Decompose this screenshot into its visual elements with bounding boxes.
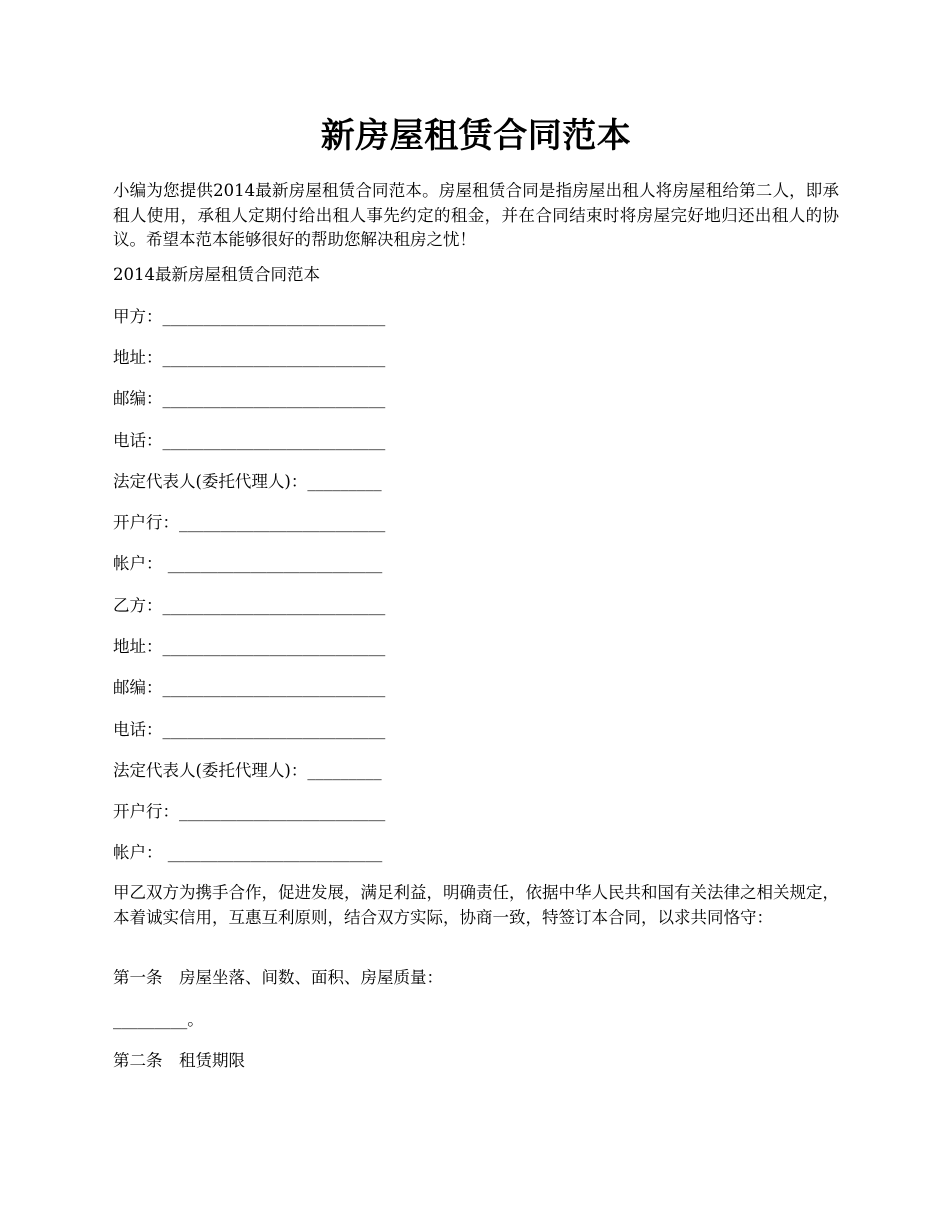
party-a-account-field: 帐户： __________________________: [113, 554, 383, 573]
party-a-bank-field: 开户行：_________________________: [113, 513, 386, 532]
document-title: 新房屋租赁合同范本: [320, 116, 632, 156]
party-a-postcode-field: 邮编：___________________________: [113, 389, 386, 408]
party-a-name-field: 甲方：___________________________: [113, 307, 386, 326]
article-2-heading: 第二条 租赁期限: [113, 1051, 245, 1070]
party-b-phone-field: 电话：___________________________: [113, 720, 386, 739]
article-1-blank: _________。: [113, 1010, 204, 1029]
intro-paragraph: 小编为您提供2014最新房屋租赁合同范本。房屋租赁合同是指房屋出租人将房屋租给第二人，即承租人使用，承租人定期付给出租人事先约定的租金，并在合同结束时将房屋完好地归还出租人的协议。希望本范本能够很好的帮助您解决租房之忧！: [113, 181, 839, 249]
preamble-paragraph: 甲乙双方为携手合作，促进发展，满足利益，明确责任，依据中华人民共和国有关法律之相关规定，本着诚实信用，互惠互利原则，结合双方实际，协商一致，特签订本合同，以求共同恪守：: [113, 883, 839, 927]
party-b-postcode-field: 邮编：___________________________: [113, 678, 386, 697]
party-b-address-field: 地址：___________________________: [113, 637, 386, 656]
party-a-phone-field: 电话：___________________________: [113, 431, 386, 450]
subtitle: 2014最新房屋租赁合同范本: [113, 265, 320, 284]
article-1-heading: 第一条 房屋坐落、间数、面积、房屋质量：: [113, 968, 443, 987]
party-a-representative-field: 法定代表人(委托代理人)：_________: [113, 472, 382, 491]
party-a-address-field: 地址：___________________________: [113, 348, 386, 367]
party-b-representative-field: 法定代表人(委托代理人)：_________: [113, 761, 382, 780]
party-b-account-field: 帐户： __________________________: [113, 843, 383, 862]
party-b-bank-field: 开户行：_________________________: [113, 802, 386, 821]
party-b-name-field: 乙方：___________________________: [113, 596, 386, 615]
